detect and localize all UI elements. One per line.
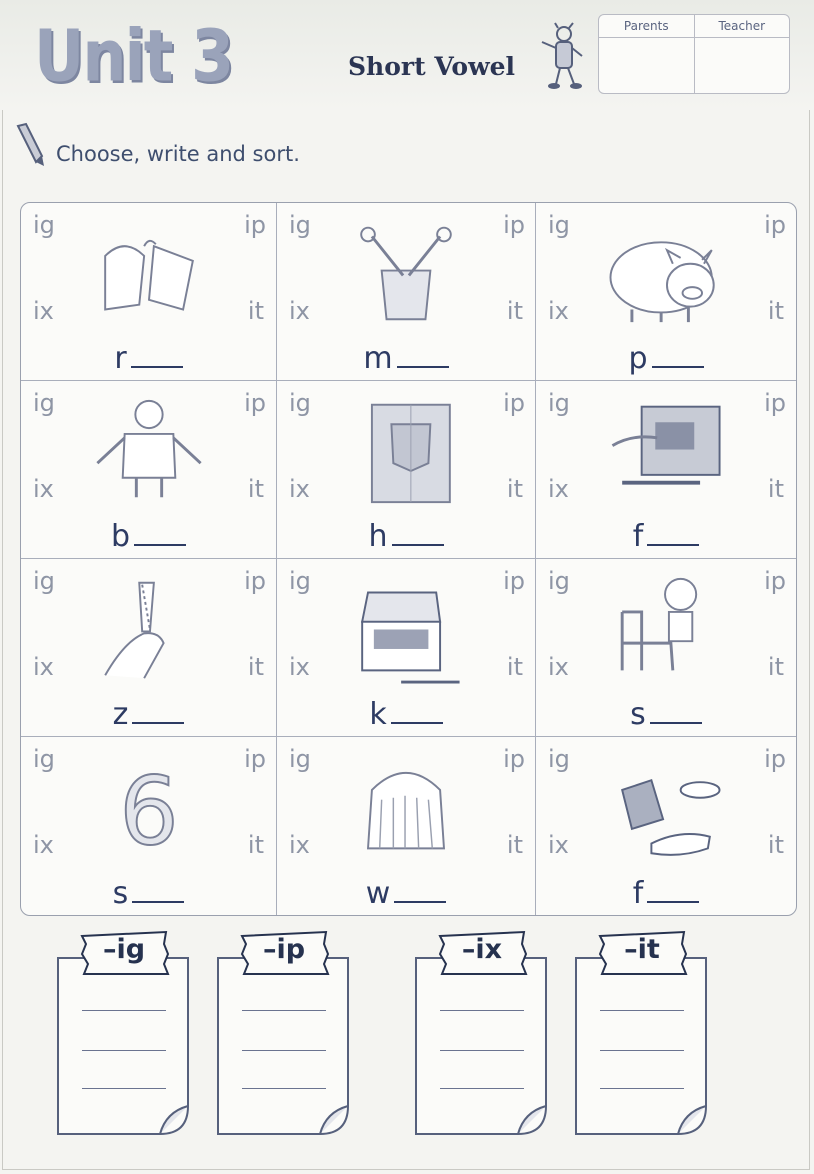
option-it[interactable]: it [767,831,784,859]
word-blank-input[interactable] [647,520,699,546]
option-it[interactable]: it [247,653,264,681]
option-ip[interactable]: ip [503,389,525,417]
sort-card [574,930,710,1140]
word-cell [277,559,536,737]
word-prompt [21,876,276,911]
option-ix[interactable]: ix [289,475,310,503]
option-it[interactable]: it [767,475,784,503]
sort-card [414,930,550,1140]
word-prompt [536,341,796,376]
sort-card [216,930,352,1140]
option-ig[interactable]: ig [289,389,311,417]
word-cell [21,203,277,381]
answer-line-input[interactable] [440,1088,524,1089]
answer-line-input[interactable] [82,1088,166,1089]
word-cell [21,559,277,737]
option-ix[interactable]: ix [33,831,54,859]
word-blank-input[interactable] [652,342,704,368]
option-ig[interactable]: ig [33,745,55,773]
pencil-icon [12,122,48,168]
answer-line-input[interactable] [600,1050,684,1051]
answer-line-input[interactable] [242,1088,326,1089]
word-start-letter: s [112,876,129,911]
sort-card-label: –ig [102,934,146,965]
word-blank-input[interactable] [392,520,444,546]
word-cell [536,381,796,559]
option-ig[interactable]: ig [548,211,570,239]
option-ix[interactable]: ix [548,653,569,681]
option-it[interactable]: it [506,297,523,325]
option-it[interactable]: it [247,831,264,859]
option-ip[interactable]: ip [764,389,786,417]
option-it[interactable]: it [767,297,784,325]
unit-title: Unit 3 [34,14,233,98]
zip-icon [84,573,214,685]
sort-card [56,930,192,1140]
word-blank-input[interactable] [650,698,702,724]
word-cell [21,381,277,559]
word-prompt [536,697,796,732]
fix-machine-icon [601,395,731,507]
option-ix[interactable]: ix [548,297,569,325]
word-cell [536,203,796,381]
sit-boy-icon [601,573,731,685]
word-blank-input[interactable] [131,342,183,368]
option-ix[interactable]: ix [33,297,54,325]
answer-line-input[interactable] [600,1010,684,1011]
word-blank-input[interactable] [391,698,443,724]
kit-toolbox-icon [341,573,471,685]
big-sweater-boy-icon [84,395,214,507]
word-prompt [536,876,796,911]
option-ig[interactable]: ig [33,389,55,417]
option-ix[interactable]: ix [289,653,310,681]
option-ip[interactable]: ip [764,567,786,595]
word-prompt [277,697,535,732]
word-cell [21,737,277,915]
option-ig[interactable]: ig [289,745,311,773]
word-prompt [536,519,796,554]
word-blank-input[interactable] [647,877,699,903]
word-start-letter: r [114,341,127,376]
answer-line-input[interactable] [242,1050,326,1051]
answer-line-input[interactable] [440,1010,524,1011]
option-it[interactable]: it [247,297,264,325]
answer-line-input[interactable] [600,1088,684,1089]
word-blank-input[interactable] [132,698,184,724]
word-prompt [277,341,535,376]
option-ix[interactable]: ix [33,653,54,681]
word-start-letter: p [628,341,648,376]
mix-glass-icon [341,217,471,329]
word-start-letter: f [632,876,644,911]
word-prompt [277,876,535,911]
option-ip[interactable]: ip [764,211,786,239]
option-ip[interactable]: ip [503,567,525,595]
word-grid [20,202,797,916]
option-ix[interactable]: ix [289,297,310,325]
svg-text:6: 6 [118,757,179,863]
option-ig[interactable]: ig [548,389,570,417]
option-ig[interactable]: ig [33,211,55,239]
instruction-text: Choose, write and sort. [56,142,300,166]
rip-paper-icon [84,217,214,329]
option-it[interactable]: it [506,475,523,503]
paper-icon [56,956,190,1136]
answer-line-input[interactable] [440,1050,524,1051]
word-start-letter: z [112,697,129,732]
option-ip[interactable]: ip [503,745,525,773]
word-cell [277,381,536,559]
word-prompt [277,519,535,554]
option-ip[interactable]: ip [244,567,266,595]
word-blank-input[interactable] [134,520,186,546]
word-blank-input[interactable] [132,877,184,903]
signature-box [598,14,790,94]
teacher-signature[interactable] [695,15,790,93]
word-prompt [21,341,276,376]
page-subtitle: Short Vowel [348,52,516,81]
word-start-letter: b [110,519,131,554]
word-blank-input[interactable] [394,877,446,903]
word-start-letter: f [632,519,644,554]
word-cell [536,559,796,737]
word-cell [536,737,796,915]
hip-pocket-icon [341,395,471,507]
fit-shoes-icon [601,751,731,863]
word-cell [277,203,536,381]
option-it[interactable]: it [506,831,523,859]
word-start-letter: s [630,697,646,732]
option-ig[interactable]: ig [548,567,570,595]
word-start-letter: m [363,341,393,376]
option-it[interactable]: it [506,653,523,681]
pig-icon [601,217,731,329]
sort-card-label: –ip [262,934,306,965]
option-ig[interactable]: ig [33,567,55,595]
teacher-label: Teacher [695,15,790,38]
paper-icon [574,956,708,1136]
word-start-letter: w [365,876,391,911]
word-blank-input[interactable] [397,342,449,368]
sort-card-label: –it [624,934,660,965]
option-ix[interactable]: ix [548,831,569,859]
option-it[interactable]: it [767,653,784,681]
wig-icon [341,751,471,863]
option-ig[interactable]: ig [289,211,311,239]
word-start-letter: h [368,519,388,554]
word-cell [277,737,536,915]
mascot-icon [536,22,586,94]
option-ip[interactable]: ip [764,745,786,773]
answer-line-input[interactable] [242,1010,326,1011]
parents-label: Parents [599,15,694,38]
option-ig[interactable]: ig [289,567,311,595]
parents-signature[interactable] [599,15,695,93]
word-start-letter: k [369,697,387,732]
option-ip[interactable]: ip [244,211,266,239]
word-prompt [21,697,276,732]
answer-line-input[interactable] [82,1010,166,1011]
option-ip[interactable]: ip [503,211,525,239]
option-ip[interactable]: ip [244,745,266,773]
option-ix[interactable]: ix [289,831,310,859]
option-it[interactable]: it [247,475,264,503]
answer-line-input[interactable] [82,1050,166,1051]
option-ix[interactable]: ix [548,475,569,503]
six-icon [84,751,214,863]
option-ig[interactable]: ig [548,745,570,773]
paper-icon [414,956,548,1136]
sort-card-label: –ix [461,934,503,965]
paper-icon [216,956,350,1136]
word-prompt [21,519,276,554]
option-ip[interactable]: ip [244,389,266,417]
option-ix[interactable]: ix [33,475,54,503]
